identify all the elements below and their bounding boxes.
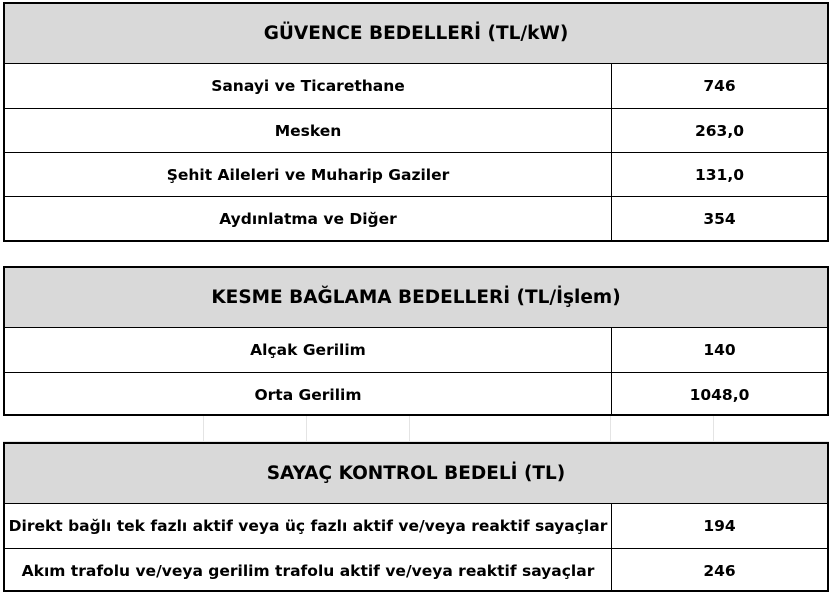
row-label: Alçak Gerilim — [5, 328, 612, 372]
row-label: Akım trafolu ve/veya gerilim trafolu aktif ve/veya reaktif sayaçlar — [5, 549, 612, 592]
row-value: 140 — [703, 341, 736, 359]
row-label: Aydınlatma ve Diğer — [5, 197, 612, 240]
table-row — [5, 108, 827, 152]
sayac-table-title: SAYAÇ KONTROL BEDELİ (TL) — [5, 444, 827, 504]
gridline — [306, 416, 307, 442]
table-row — [5, 548, 827, 592]
guvence-table — [3, 2, 829, 242]
sayac-table-body — [5, 504, 827, 592]
row-value: 194 — [703, 517, 736, 535]
sayac-table — [3, 442, 829, 592]
guvence-table-body — [5, 64, 827, 240]
row-value: 263,0 — [694, 121, 745, 140]
kesme-table — [3, 266, 829, 416]
row-label: Mesken — [5, 109, 612, 152]
row-value: 354 — [703, 209, 736, 228]
gridline — [409, 416, 410, 442]
table-row — [5, 196, 827, 240]
row-label: Sanayi ve Ticarethane — [5, 64, 612, 108]
row-label: Direkt bağlı tek fazlı aktif veya üç fazlı aktif ve/veya reaktif sayaçlar — [5, 504, 612, 548]
row-label: Şehit Aileleri ve Muharip Gaziler — [5, 153, 612, 196]
gridline — [713, 416, 714, 442]
table-row — [5, 504, 827, 548]
kesme-table-body — [5, 328, 827, 416]
gridline — [203, 416, 204, 442]
row-label: Orta Gerilim — [5, 373, 612, 416]
gridline — [610, 416, 611, 442]
row-value: 1048,0 — [689, 385, 750, 404]
row-value: 246 — [703, 561, 736, 580]
table-row — [5, 328, 827, 372]
table-row — [5, 372, 827, 416]
table-row — [5, 64, 827, 108]
row-value: 131,0 — [694, 165, 745, 184]
row-value: 746 — [703, 77, 736, 95]
table-row — [5, 152, 827, 196]
guvence-table-title: GÜVENCE BEDELLERİ (TL/kW) — [5, 4, 827, 64]
spreadsheet-gridlines — [3, 416, 829, 442]
kesme-table-title: KESME BAĞLAMA BEDELLERİ (TL/İşlem) — [5, 268, 827, 328]
